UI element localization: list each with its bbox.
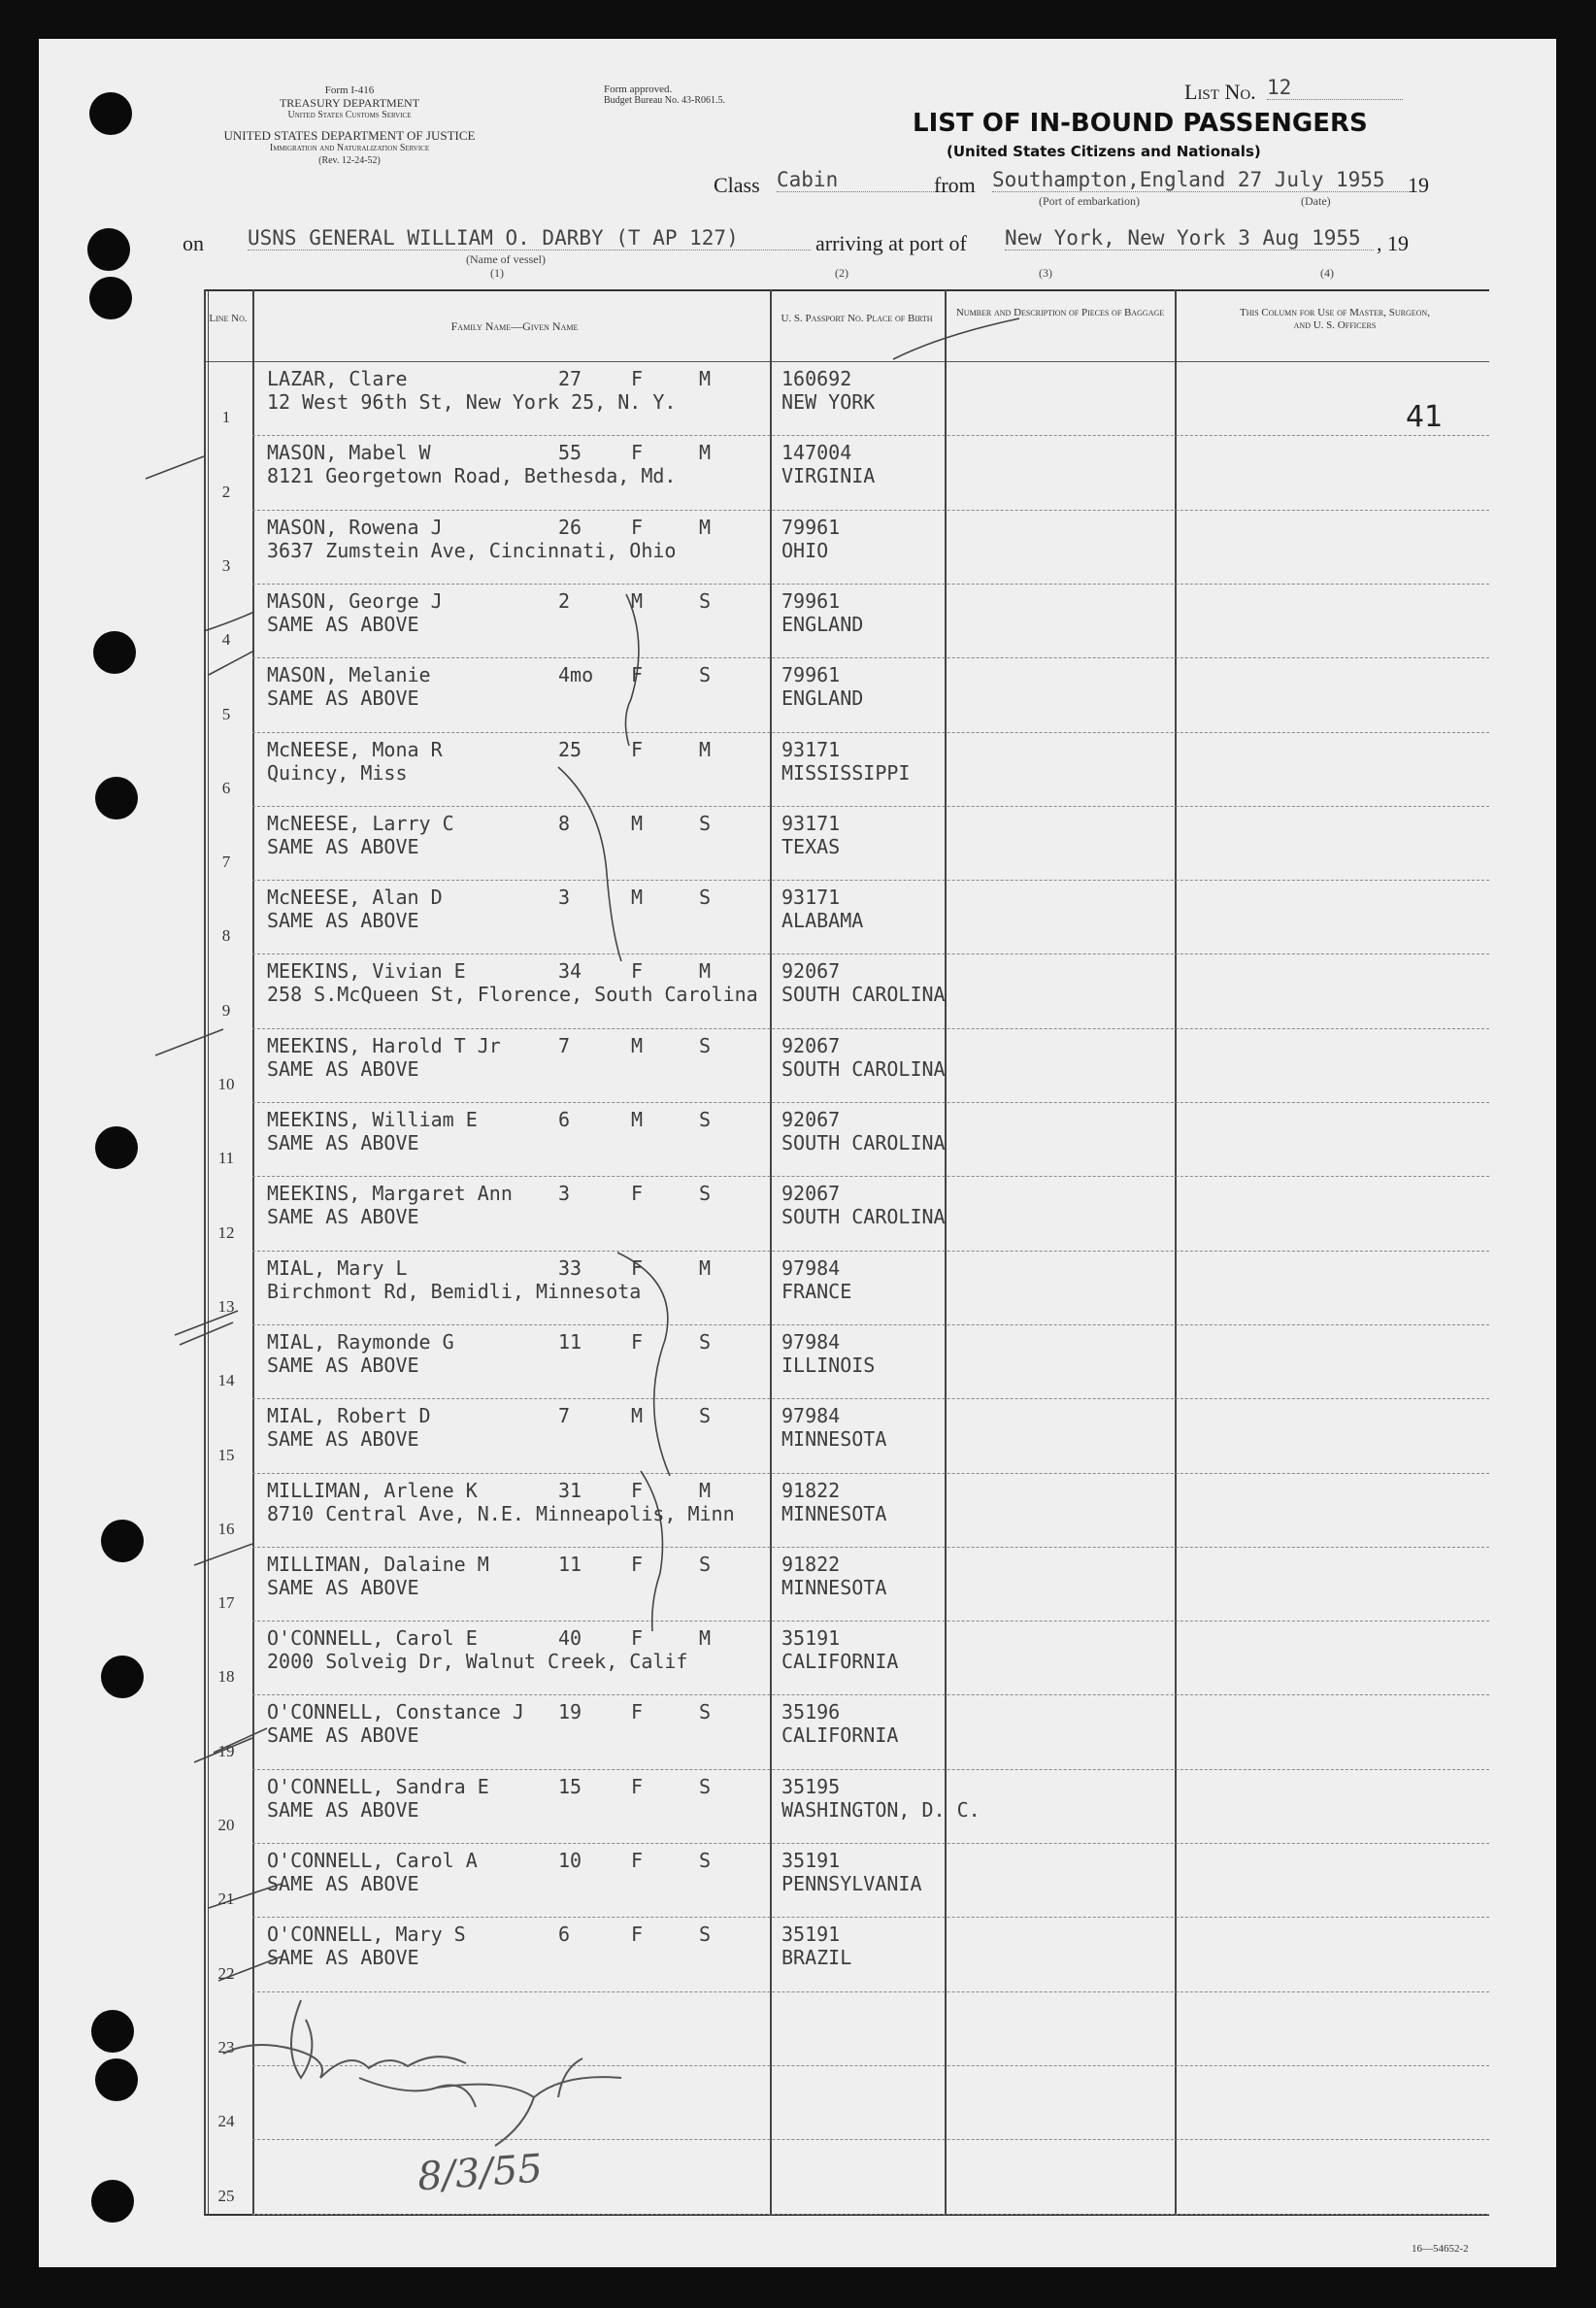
year-suffix-2: , 19: [1377, 231, 1409, 255]
justice-dept: UNITED STATES DEPARTMENT OF JUSTICE: [223, 128, 476, 143]
vessel-caption: (Name of vessel): [466, 252, 546, 266]
passenger-address: 8121 Georgetown Road, Bethesda, Md.: [267, 464, 677, 488]
passenger-address: SAME AS ABOVE: [267, 1131, 419, 1154]
revision: (Rev. 12-24-52): [318, 155, 381, 166]
passport-number: 92067: [781, 959, 841, 984]
place-of-birth: SOUTH CAROLINA: [781, 1205, 946, 1229]
passenger-address: SAME AS ABOVE: [267, 1056, 419, 1081]
passenger-marital-status: S: [699, 1182, 712, 1206]
passenger-name: McNEESE, Alan D: [267, 886, 443, 910]
line-number: 23: [217, 2037, 235, 2057]
passenger-sex: F: [631, 1182, 644, 1206]
class-value: Cabin: [777, 168, 951, 192]
passenger-marital-status: S: [699, 1923, 712, 1947]
passenger-marital-status: S: [699, 588, 712, 613]
passport-number: 79961: [781, 515, 841, 539]
passenger-sex: F: [631, 1552, 644, 1576]
passport-number: 91822: [781, 1478, 841, 1502]
passenger-age: 7: [558, 1404, 571, 1428]
place-of-birth: CALIFORNIA: [781, 1723, 899, 1748]
passenger-age: 27: [558, 367, 582, 390]
place-of-birth: SOUTH CAROLINA: [781, 1056, 946, 1081]
passport-number: 79961: [781, 663, 841, 687]
on-label: on: [183, 231, 204, 255]
passport-number: 35195: [781, 1774, 841, 1798]
passenger-address: SAME AS ABOVE: [267, 1575, 419, 1599]
page-subtitle: (United States Citizens and Nationals): [947, 143, 1261, 160]
passport-number: 93171: [781, 811, 841, 835]
line-number: 20: [217, 1816, 235, 1834]
passenger-age: 40: [558, 1626, 582, 1651]
passport-number: 79961: [781, 588, 841, 613]
passport-number: 92067: [781, 1033, 841, 1057]
passenger-name: MIAL, Mary L: [267, 1255, 408, 1280]
passenger-sex: F: [631, 1255, 644, 1280]
passenger-name: MEEKINS, Margaret Ann: [267, 1182, 513, 1206]
passenger-sex: M: [631, 811, 644, 835]
passenger-sex: M: [631, 1404, 644, 1428]
col-header-passport: U. S. Passport No. Place of Birth: [781, 313, 933, 324]
passenger-name: O'CONNELL, Carol A: [267, 1849, 478, 1872]
passenger-age: 7: [558, 1033, 571, 1057]
line-number: 24: [217, 2112, 235, 2131]
passenger-marital-status: S: [699, 1108, 712, 1131]
passenger-address: SAME AS ABOVE: [267, 1353, 419, 1377]
passenger-age: 8: [558, 811, 571, 835]
passenger-address: SAME AS ABOVE: [267, 612, 419, 636]
page-count: 41: [1406, 400, 1444, 434]
passenger-marital-status: S: [699, 811, 712, 835]
place-of-birth: OHIO: [781, 538, 829, 562]
line-number: 13: [217, 1296, 235, 1316]
passenger-address: SAME AS ABOVE: [267, 1723, 419, 1748]
passenger-name: O'CONNELL, Mary S: [267, 1923, 466, 1947]
passenger-name: MEEKINS, William E: [267, 1108, 478, 1131]
passenger-age: 11: [558, 1552, 582, 1576]
passport-number: 35191: [781, 1626, 841, 1651]
passenger-sex: M: [631, 588, 644, 613]
passenger-sex: F: [631, 663, 644, 687]
passport-number: 93171: [781, 737, 841, 761]
passenger-sex: F: [631, 441, 644, 465]
place-of-birth: TEXAS: [781, 834, 841, 858]
place-of-birth: ENGLAND: [781, 612, 864, 636]
passenger-sex: F: [631, 515, 644, 539]
place-of-birth: ALABAMA: [781, 909, 864, 933]
passenger-marital-status: M: [699, 1626, 712, 1651]
passport-number: 147004: [781, 441, 852, 465]
passport-number: 92067: [781, 1182, 841, 1206]
passenger-address: 12 West 96th St, New York 25, N. Y.: [267, 390, 677, 414]
customs-service: United States Customs Service: [287, 110, 412, 120]
passenger-name: McNEESE, Mona R: [267, 737, 443, 761]
passport-number: 91822: [781, 1552, 841, 1576]
passenger-marital-status: M: [699, 959, 712, 984]
passenger-marital-status: M: [699, 737, 712, 761]
passenger-age: 3: [558, 1182, 571, 1206]
passenger-age: 4mo: [558, 663, 594, 687]
line-number: 8: [221, 926, 231, 946]
passenger-sex: F: [631, 1774, 644, 1798]
place-of-birth: MINNESOTA: [781, 1501, 887, 1525]
passenger-marital-status: S: [699, 1404, 712, 1428]
passenger-marital-status: M: [699, 515, 712, 539]
passenger-age: 11: [558, 1329, 582, 1354]
passenger-marital-status: S: [699, 1700, 712, 1724]
line-number: 25: [217, 2186, 235, 2205]
passenger-name: McNEESE, Larry C: [267, 811, 454, 835]
place-of-birth: PENNSYLVANIA: [781, 1872, 922, 1895]
passenger-address: 258 S.McQueen St, Florence, South Carolina: [267, 983, 758, 1007]
passenger-age: 26: [558, 515, 582, 539]
place-of-birth: SOUTH CAROLINA: [781, 1131, 946, 1154]
place-of-birth: SOUTH CAROLINA: [781, 983, 946, 1007]
passenger-marital-status: S: [699, 1552, 712, 1576]
line-number: 22: [217, 1963, 235, 1983]
passenger-name: LAZAR, Clare: [267, 367, 408, 390]
passenger-address: SAME AS ABOVE: [267, 834, 419, 858]
date-caption: (Date): [1301, 194, 1331, 208]
col-header-baggage: Number and Description of Pieces of Baggage: [955, 307, 1165, 318]
passenger-marital-status: M: [699, 367, 712, 390]
passenger-name: O'CONNELL, Sandra E: [267, 1774, 489, 1798]
passenger-address: SAME AS ABOVE: [267, 1797, 419, 1822]
embark-port: Southampton,England 27 July 1955: [992, 168, 1410, 192]
passport-number: 160692: [781, 367, 852, 390]
line-number: 16: [217, 1519, 235, 1538]
form-number: Form I-416: [324, 84, 375, 96]
passenger-marital-status: S: [699, 1774, 712, 1798]
vessel-name: USNS GENERAL WILLIAM O. DARBY (T AP 127): [248, 226, 811, 251]
passenger-age: 3: [558, 886, 571, 910]
budget-bureau: Budget Bureau No. 43-R061.5.: [604, 95, 725, 106]
port-caption: (Port of embarkation): [1039, 194, 1140, 208]
line-number: 1: [221, 408, 231, 427]
passenger-age: 15: [558, 1774, 582, 1798]
line-number: 5: [221, 704, 231, 723]
passenger-address: 2000 Solveig Dr, Walnut Creek, Calif: [267, 1650, 688, 1674]
passenger-sex: M: [631, 1033, 644, 1057]
passenger-address: Quincy, Miss: [267, 760, 408, 785]
passenger-age: 6: [558, 1108, 571, 1131]
line-number: 4: [221, 630, 231, 650]
place-of-birth: WASHINGTON, D. C.: [781, 1797, 981, 1822]
ins-service: Immigration and Naturalization Service: [269, 143, 430, 153]
passenger-address: SAME AS ABOVE: [267, 909, 419, 933]
line-number: 10: [217, 1075, 235, 1093]
passenger-sex: F: [631, 959, 644, 984]
passenger-marital-status: M: [699, 1478, 712, 1502]
line-number: 14: [217, 1371, 235, 1390]
passenger-sex: F: [631, 1849, 644, 1872]
passenger-marital-status: S: [699, 886, 712, 910]
form-approved: Form approved.: [604, 84, 673, 95]
year-suffix: 19: [1408, 173, 1429, 197]
passenger-age: 31: [558, 1478, 582, 1502]
place-of-birth: NEW YORK: [781, 390, 876, 414]
passenger-marital-status: S: [699, 1033, 712, 1057]
passenger-name: MASON, Melanie: [267, 663, 431, 687]
passenger-name: MASON, Rowena J: [267, 515, 443, 539]
passenger-name: MIAL, Raymonde G: [267, 1329, 454, 1354]
passenger-sex: F: [631, 1626, 644, 1651]
line-number: 18: [217, 1667, 235, 1687]
passenger-age: 55: [558, 441, 582, 465]
footer-code: 16—54652-2: [1412, 2243, 1469, 2255]
list-no-value: 12: [1267, 76, 1403, 100]
line-number: 6: [221, 778, 231, 797]
passenger-address: SAME AS ABOVE: [267, 686, 419, 711]
line-number: 7: [221, 853, 231, 872]
place-of-birth: ILLINOIS: [781, 1353, 876, 1377]
passenger-age: 19: [558, 1700, 582, 1724]
passenger-age: 10: [558, 1849, 582, 1872]
passenger-name: O'CONNELL, Constance J: [267, 1700, 524, 1724]
col-number-2: (2): [835, 266, 848, 280]
passport-number: 97984: [781, 1255, 841, 1280]
passport-number: 35191: [781, 1849, 841, 1872]
passenger-name: O'CONNELL, Carol E: [267, 1626, 478, 1651]
passenger-address: SAME AS ABOVE: [267, 1946, 419, 1970]
line-number: 9: [221, 1000, 231, 1020]
passenger-address: 3637 Zumstein Ave, Cincinnati, Ohio: [267, 538, 677, 562]
passenger-name: MIAL, Robert D: [267, 1404, 431, 1428]
from-label: from: [934, 173, 976, 197]
passport-number: 35191: [781, 1923, 841, 1947]
col-header-name: Family Name—Given Name: [450, 319, 579, 333]
place-of-birth: BRAZIL: [781, 1946, 852, 1970]
passenger-age: 25: [558, 737, 582, 761]
place-of-birth: MINNESOTA: [781, 1575, 887, 1599]
passenger-marital-status: S: [699, 1329, 712, 1354]
line-number: 19: [217, 1741, 235, 1760]
passenger-name: MILLIMAN, Arlene K: [267, 1478, 478, 1502]
passenger-name: MASON, George J: [267, 588, 443, 613]
passport-number: 97984: [781, 1329, 841, 1354]
passport-number: 97984: [781, 1404, 841, 1428]
list-no-label: List No.: [1184, 80, 1256, 104]
line-number: 17: [217, 1593, 235, 1613]
arrival-port: New York, New York 3 Aug 1955: [1005, 226, 1374, 251]
handwritten-date: 8/3/55: [416, 2146, 545, 2200]
col-number-1: (1): [490, 266, 504, 280]
passenger-name: MASON, Mabel W: [267, 441, 431, 465]
passenger-sex: F: [631, 1478, 644, 1502]
passenger-sex: M: [631, 886, 644, 910]
col-number-3: (3): [1039, 266, 1052, 280]
passenger-sex: F: [631, 737, 644, 761]
col-header-line: Line No.: [209, 313, 248, 324]
treasury-dept: TREASURY DEPARTMENT: [279, 96, 420, 110]
line-number: 21: [217, 1890, 235, 1909]
place-of-birth: ENGLAND: [781, 686, 864, 711]
place-of-birth: FRANCE: [781, 1279, 852, 1303]
passenger-marital-status: M: [699, 441, 712, 465]
passport-number: 35196: [781, 1700, 841, 1724]
class-label: Class: [714, 173, 760, 197]
line-number: 2: [221, 482, 231, 501]
line-number: 3: [221, 555, 231, 575]
place-of-birth: CALIFORNIA: [781, 1650, 899, 1674]
passenger-address: SAME AS ABOVE: [267, 1872, 419, 1895]
col-number-4: (4): [1320, 266, 1334, 280]
page-title: LIST OF IN-BOUND PASSENGERS: [913, 109, 1368, 138]
line-number: 12: [217, 1222, 235, 1242]
passenger-age: 6: [558, 1923, 571, 1947]
line-number: 11: [217, 1149, 235, 1168]
passenger-sex: F: [631, 1923, 644, 1947]
passenger-age: 33: [558, 1255, 582, 1280]
passenger-sex: F: [631, 1329, 644, 1354]
place-of-birth: MINNESOTA: [781, 1427, 887, 1452]
passenger-age: 34: [558, 959, 582, 984]
place-of-birth: MISSISSIPPI: [781, 760, 911, 785]
passenger-address: SAME AS ABOVE: [267, 1205, 419, 1229]
passenger-address: Birchmont Rd, Bemidli, Minnesota: [267, 1279, 642, 1303]
passenger-marital-status: M: [699, 1255, 712, 1280]
passenger-marital-status: S: [699, 1849, 712, 1872]
passenger-address: 8710 Central Ave, N.E. Minneapolis, Minn: [267, 1501, 735, 1525]
passenger-sex: F: [631, 367, 644, 390]
passenger-sex: M: [631, 1108, 644, 1131]
passenger-address: SAME AS ABOVE: [267, 1427, 419, 1452]
passport-number: 93171: [781, 886, 841, 910]
place-of-birth: VIRGINIA: [781, 464, 876, 488]
line-number: 15: [217, 1445, 235, 1464]
passport-number: 92067: [781, 1108, 841, 1131]
passenger-marital-status: S: [699, 663, 712, 687]
passenger-name: MILLIMAN, Dalaine M: [267, 1552, 489, 1576]
passenger-sex: F: [631, 1700, 644, 1724]
arriving-label: arriving at port of: [815, 231, 967, 255]
passenger-name: MEEKINS, Harold T Jr: [267, 1033, 501, 1057]
passenger-name: MEEKINS, Vivian E: [267, 959, 466, 984]
col-header-officers: This Column for Use of Master, Surgeon, and U. S. Officers: [1240, 307, 1430, 331]
passenger-age: 2: [558, 588, 571, 613]
